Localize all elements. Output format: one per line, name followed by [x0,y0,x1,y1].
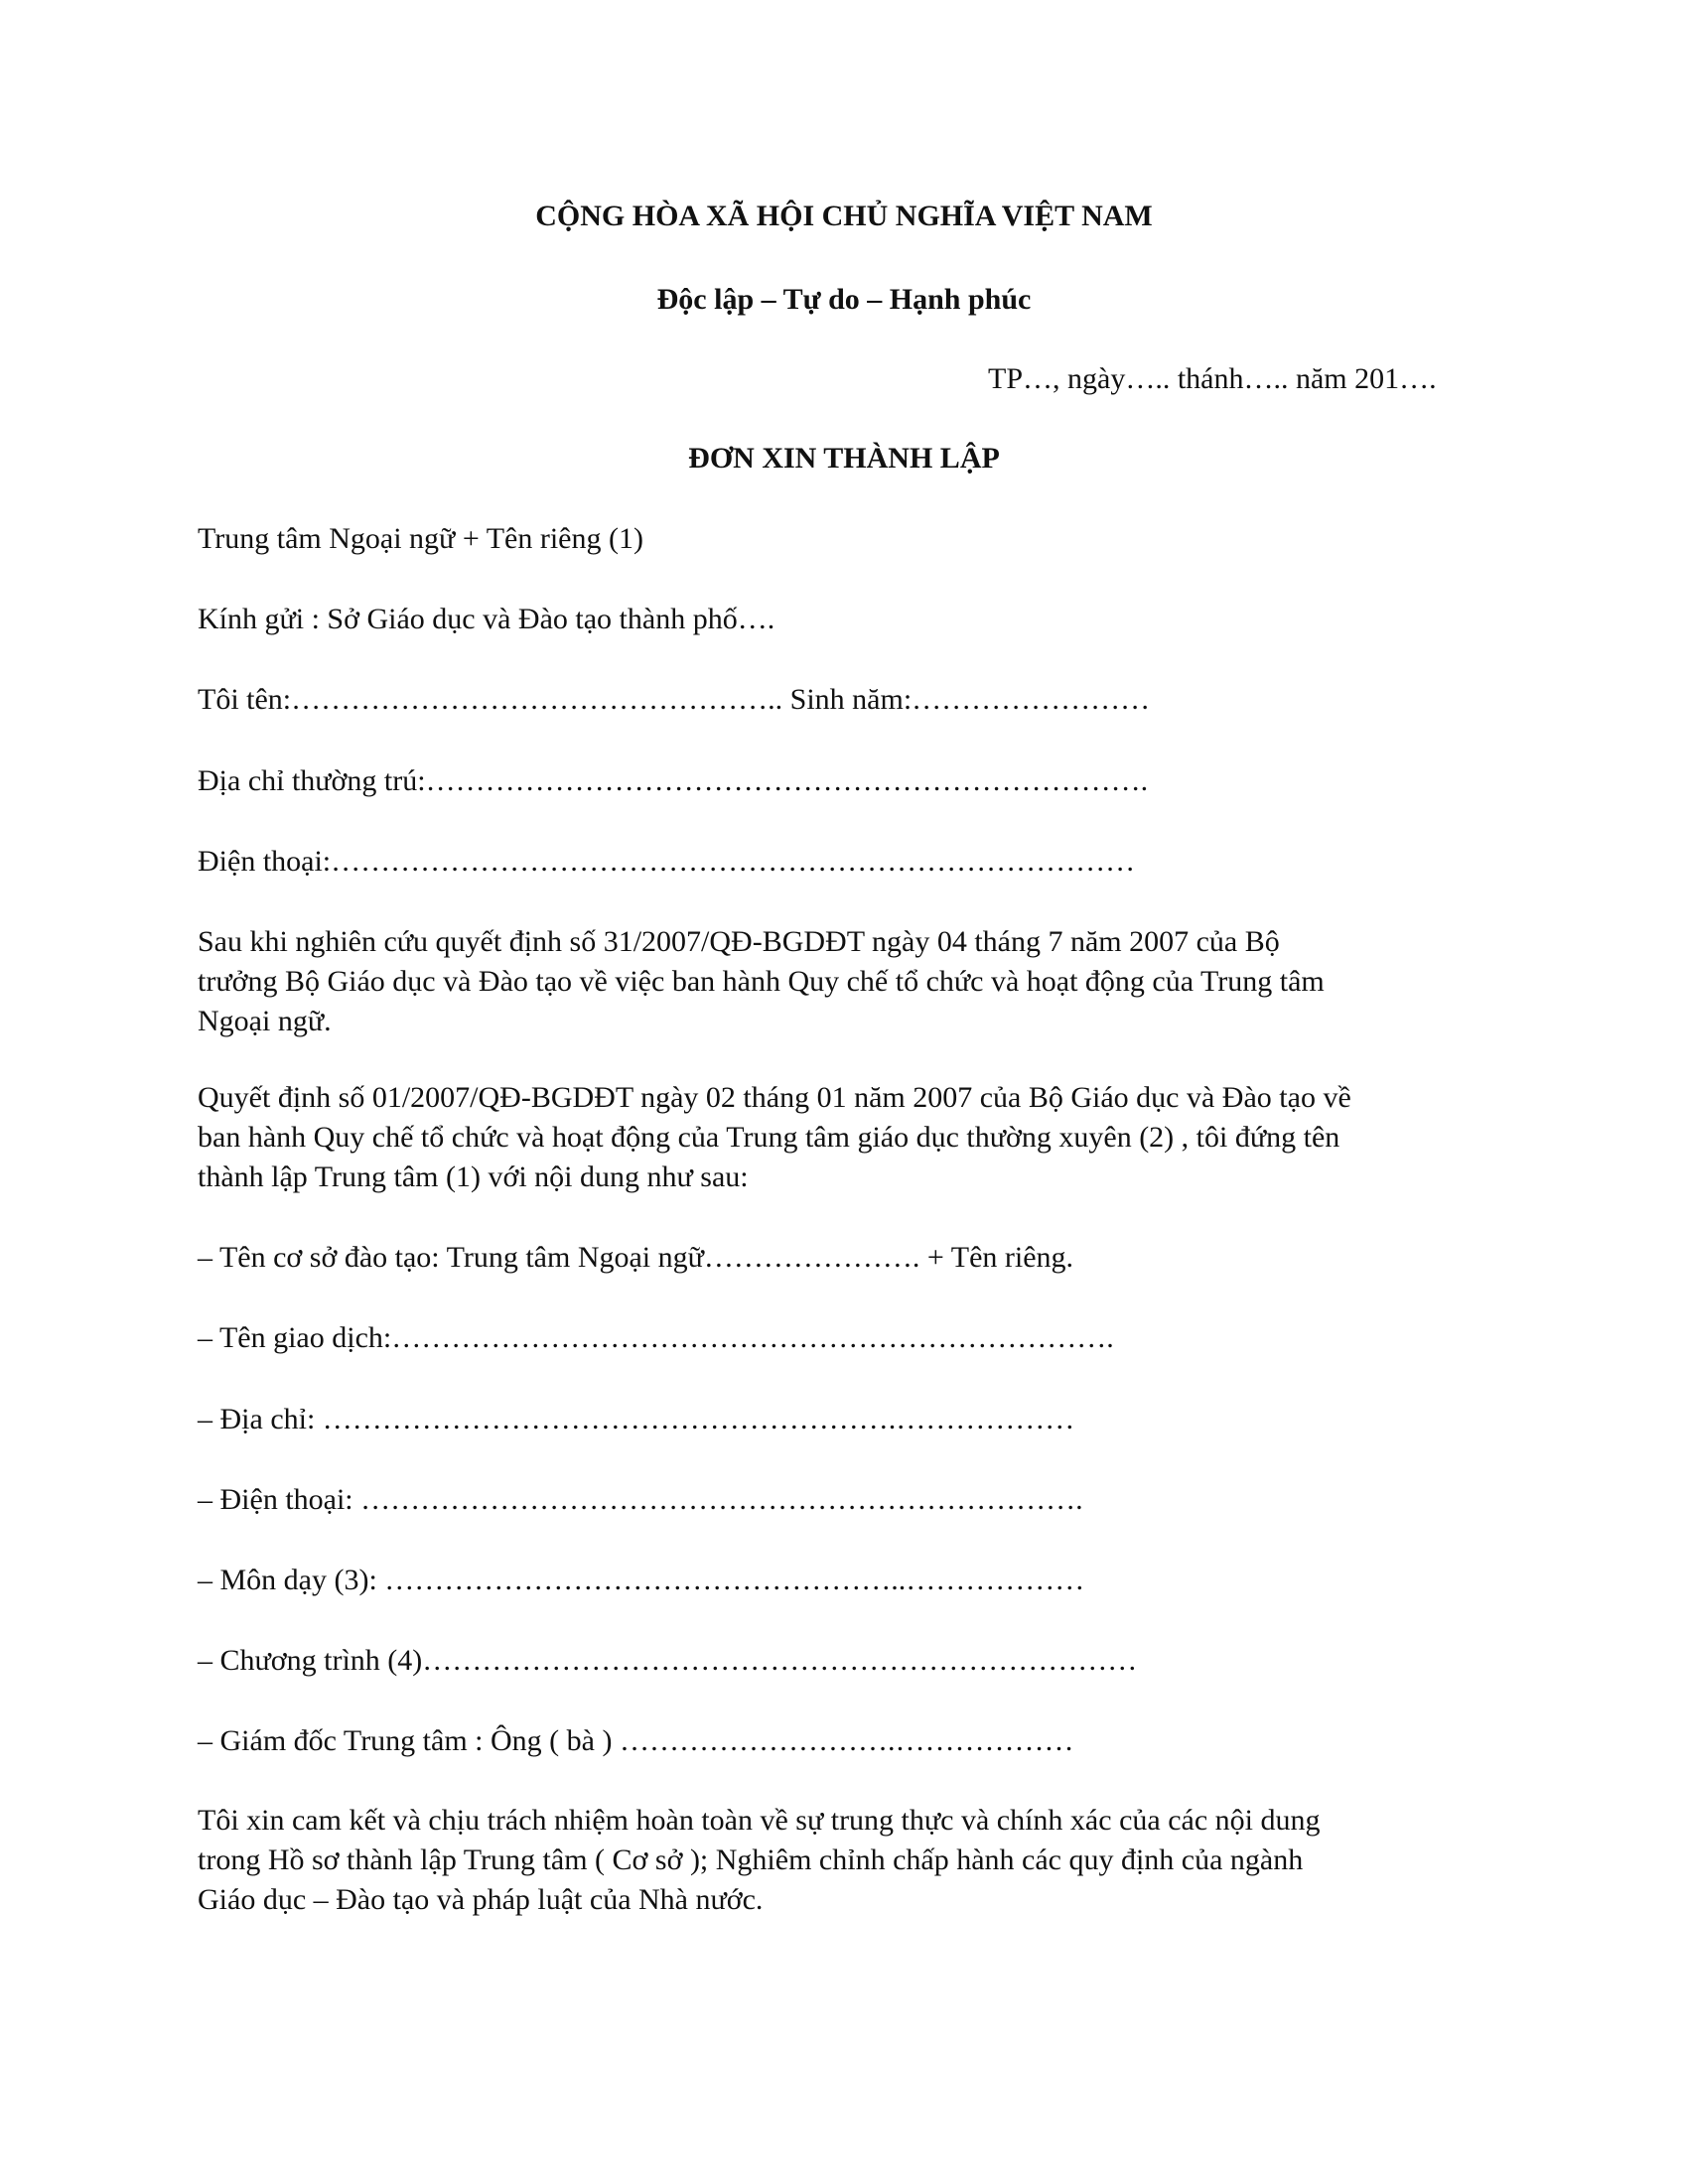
item-phone: – Điện thoại: ………………………………………………………………. [198,1483,1083,1516]
paragraph-line: Sau khi nghiên cứu quyết định số 31/2007/QĐ-BGDĐT ngày 04 tháng 7 năm 2007 của Bộ [198,925,1280,958]
recipient-line: Kính gửi : Sở Giáo dục và Đào tạo thành phố…. [198,603,775,635]
paragraph-line: Tôi xin cam kết và chịu trách nhiệm hoàn toàn về sự trung thực và chính xác của các nội dung [198,1804,1321,1837]
subject-line: Trung tâm Ngoại ngữ + Tên riêng (1) [198,522,643,555]
applicant-phone-line: Điện thoại:……………………………………………………………………… [198,845,1136,878]
nation-heading: CỘNG HÒA XÃ HỘI CHỦ NGHĨA VIỆT NAM [535,200,1153,232]
paragraph-decision-01 [198,1078,1498,1197]
item-program: – Chương trình (4)……………………………………………………………… [198,1644,1138,1677]
paragraph-line: Ngoại ngữ. [198,1005,332,1037]
item-address: – Địa chỉ: ………………………………………………….……………… [198,1403,1075,1435]
paragraph-line: Giáo dục – Đào tạo và pháp luật của Nhà nước. [198,1883,764,1916]
paragraph-line: trưởng Bộ Giáo dục và Đào tạo về việc ban hành Quy chế tổ chức và hoạt động của Trung tâm [198,965,1325,998]
paragraph-commitment [198,1801,1498,1920]
date-line: TP…, ngày….. thánh….. năm 201…. [988,362,1437,395]
paragraph-line: thành lập Trung tâm (1) với nội dung như sau: [198,1160,749,1193]
motto: Độc lập – Tự do – Hạnh phúc [656,283,1032,316]
item-trade-name: – Tên giao dịch:………………………………………………………………. [198,1321,1114,1354]
paragraph-line: trong Hồ sơ thành lập Trung tâm ( Cơ sở ); Nghiêm chỉnh chấp hành các quy định của ngành [198,1843,1304,1876]
document-title: ĐƠN XIN THÀNH LẬP [688,442,1000,475]
item-subjects: – Môn dạy (3): ……………………………………………..……………… [198,1564,1085,1596]
paragraph-line: ban hành Quy chế tổ chức và hoạt động của Trung tâm giáo dục thường xuyên (2) , tôi đứng tên [198,1121,1340,1154]
item-training-name: – Tên cơ sở đào tạo: Trung tâm Ngoại ngữ…………………. + Tên riêng. [198,1241,1074,1274]
applicant-address-line: Địa chỉ thường trú:………………………………………………………………. [198,764,1149,797]
applicant-name-line: Tôi tên:………………………………………….. Sinh năm:…………………… [198,683,1151,716]
item-director: – Giám đốc Trung tâm : Ông ( bà ) ……………………….……………… [198,1724,1074,1757]
paragraph-line: Quyết định số 01/2007/QĐ-BGDĐT ngày 02 tháng 01 năm 2007 của Bộ Giáo dục và Đào tạo về [198,1081,1351,1114]
paragraph-decision-31 [198,922,1498,1041]
